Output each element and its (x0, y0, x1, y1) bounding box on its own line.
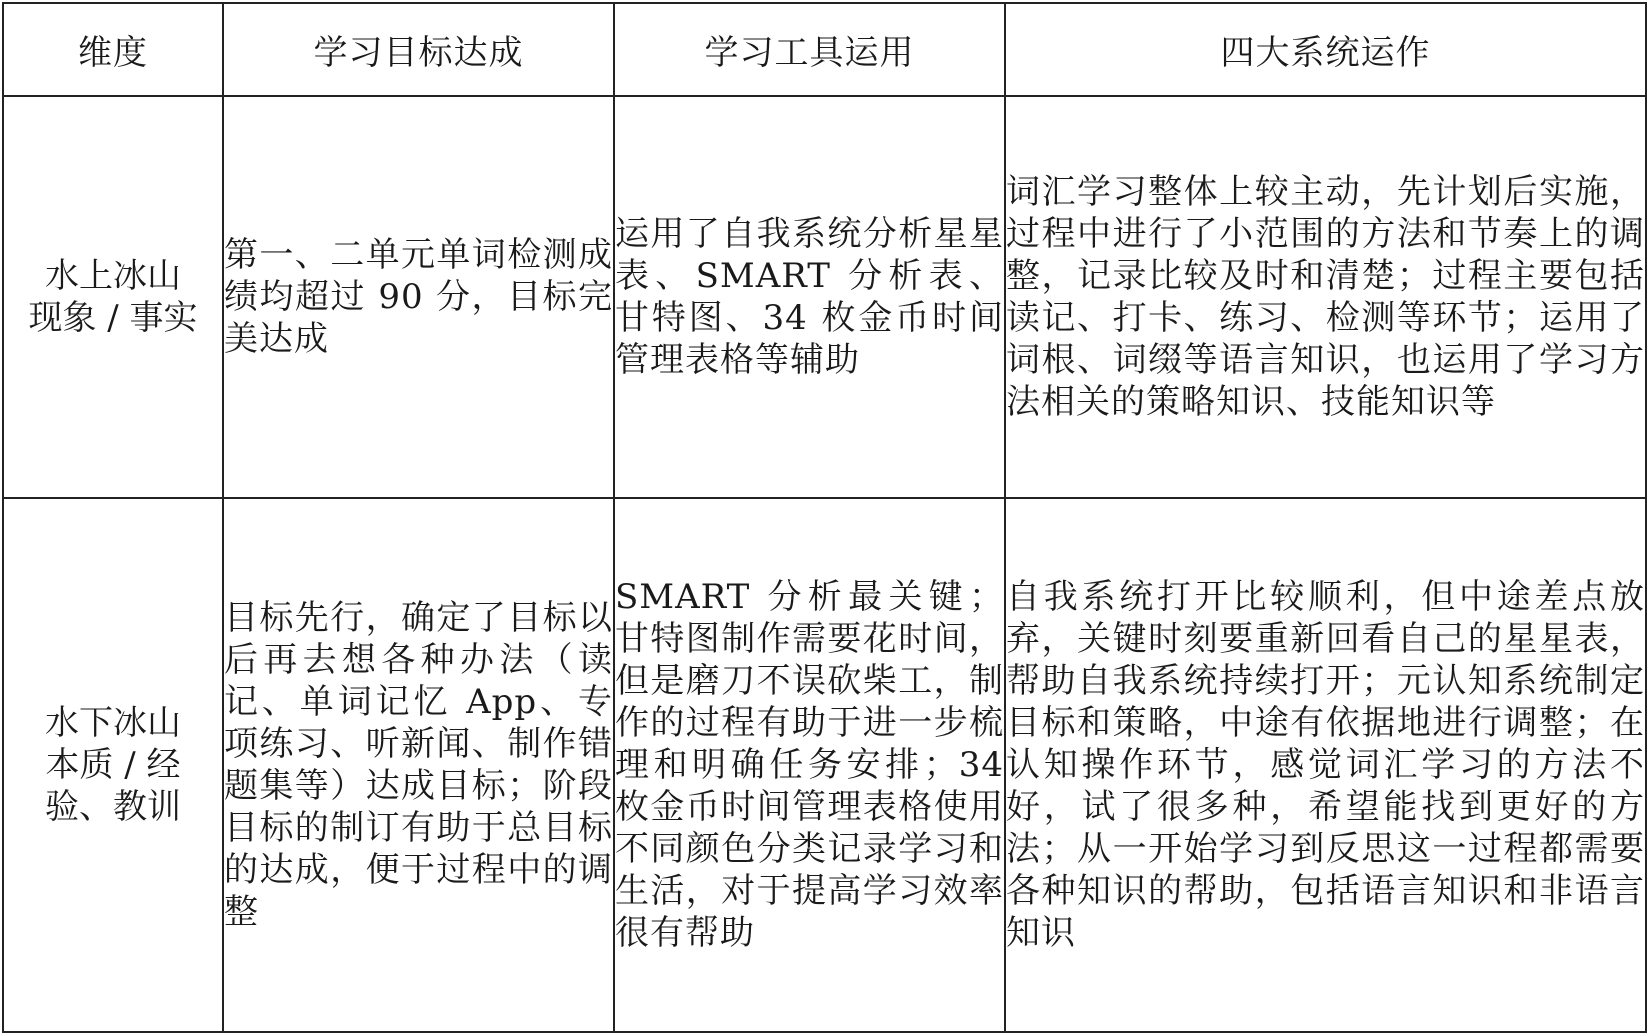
table-row (3, 498, 1646, 1032)
table-row (3, 96, 1646, 498)
systems-cell: 词汇学习整体上较主动，先计划后实施，过程中进行了小范围的方法和节奏上的调整，记录比较及时和清楚；过程主要包括读记、打卡、练习、检测等环节；运用了词根、词缀等语言知识，也运用了学习方法相关的策略知识、技能知识等 (1005, 96, 1646, 498)
goal-cell: 第一、二单元单词检测成绩均超过 90 分，目标完美达成 (223, 96, 614, 498)
goal-cell: 目标先行，确定了目标以后再去想各种办法（读记、单词记忆 App、专项练习、听新闻、制作错题集等）达成目标；阶段目标的制订有助于总目标的达成，便于过程中的调整 (223, 498, 614, 1032)
systems-cell: 自我系统打开比较顺利，但中途差点放弃，关键时刻要重新回看自己的星星表，帮助自我系统持续打开；元认知系统制定目标和策略，中途有依据地进行调整；在认知操作环节，感觉词汇学习的方法不好，试了很多种，希望能找到更好的方法；从一开始学习到反思这一过程都需要各种知识的帮助，包括语言知识和非语言知识 (1005, 498, 1646, 1032)
header-tool-usage: 学习工具运用 (614, 3, 1005, 96)
tools-cell: SMART 分析最关键；甘特图制作需要花时间，但是磨刀不误砍柴工，制作的过程有助于进一步梳理和明确任务安排；34 枚金币时间管理表格使用不同颜色分类记录学习和生活，对于提高学习效率很有帮助 (614, 498, 1005, 1032)
reflection-table (2, 2, 1647, 1033)
tools-cell: 运用了自我系统分析星星表、SMART 分析表、甘特图、34 枚金币时间管理表格等辅助 (614, 96, 1005, 498)
header-row (3, 3, 1646, 96)
header-dimension: 维度 (3, 3, 223, 96)
row-dimension-label: 水上冰山 现象 / 事实 (3, 96, 223, 498)
row-dimension-label: 水下冰山 本质 / 经 验、教训 (3, 498, 223, 1032)
header-goal-achievement: 学习目标达成 (223, 3, 614, 96)
header-four-systems: 四大系统运作 (1005, 3, 1646, 96)
